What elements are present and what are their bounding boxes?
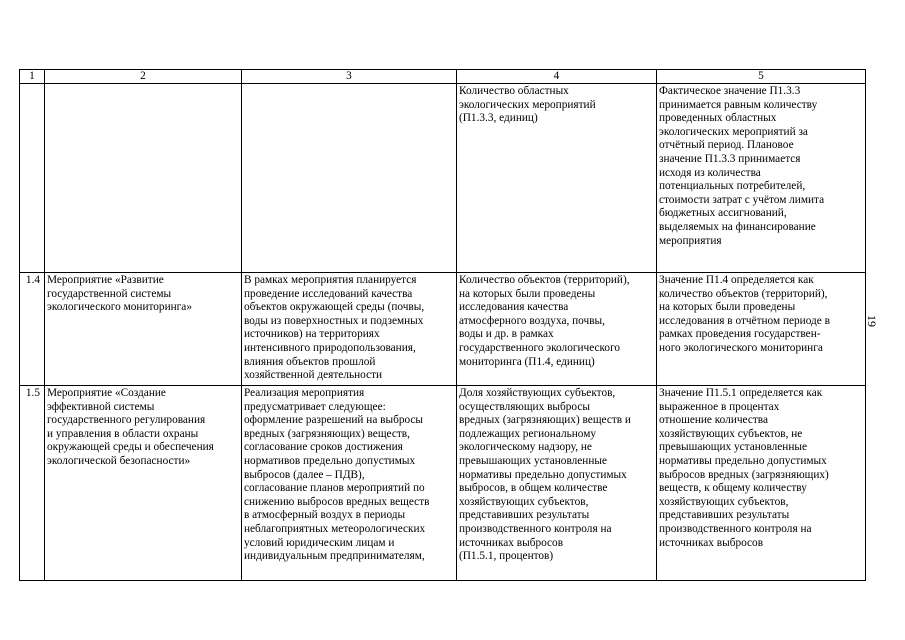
program-table xyxy=(19,69,866,581)
calculation-method: Значение П1.5.1 определяется как выраженное в процентах отношение количества хозяйствующих субъектов, не превышающих установленные нормативы предельно допустимых выбросов вредных (загрязняющих) веществ, к общему количеству хозяйствующих субъектов, представивших результаты производственного контроля на источниках выбросов xyxy=(657,386,866,581)
event-name: Мероприятие «Создание эффективной системы государственного регулирования и управления в области охраны окружающей среды и обеспечения экологической безопасности» xyxy=(45,386,242,581)
table-header-row xyxy=(20,70,866,84)
event-description: Реализация мероприятия предусматривает следующее: оформление разрешений на выбросы вредных (загрязняющих) веществ, согласование сроков достижения нормативов предельно допустимых выбросов (далее – ПДВ), согласование планов мероприятий по снижению выбросов вредных веществ в атмосферный воздух в периоды неблагоприятных метеорологических условий юридическим лицам и индивидуальным предпринимателям, xyxy=(242,386,457,581)
header-col-5: 5 xyxy=(657,70,866,84)
calculation-method: Значение П1.4 определяется как количество объектов (территорий), на которых были проведены исследования в отчётном периоде в рамках проведения государствен- ного экологического мониторинга xyxy=(657,273,866,386)
indicator-name: Доля хозяйствующих субъектов, осуществляющих выбросы вредных (загрязняющих) веществ и подлежащих региональному экологическому надзору, не превышающих установленные нормативы предельно допустимых выбросов, в общем количестве хозяйствующих субъектов, представивших результаты производственного контроля на источниках выбросов (П1.5.1, процентов) xyxy=(457,386,657,581)
table-row xyxy=(20,84,866,273)
row-number: 1.5 xyxy=(20,386,45,581)
event-name xyxy=(45,84,242,273)
header-col-4: 4 xyxy=(457,70,657,84)
calculation-method: Фактическое значение П1.3.3 принимается равным количеству проведенных областных экологических мероприятий за отчётный период. Плановое значение П1.3.3 принимается исходя из количества потенциальных потребителей, стоимости затрат с учётом лимита бюджетных ассигнований, выделяемых на финансирование мероприятия xyxy=(657,84,866,273)
indicator-name: Количество областных экологических мероприятий (П1.3.3, единиц) xyxy=(457,84,657,273)
event-description xyxy=(242,84,457,273)
row-number xyxy=(20,84,45,273)
indicator-name: Количество объектов (территорий), на которых были проведены исследования качества атмосферного воздуха, почвы, воды и др. в рамках государственного экологического мониторинга (П1.4, единиц) xyxy=(457,273,657,386)
event-description: В рамках мероприятия планируется проведение исследований качества объектов окружающей среды (почвы, воды из поверхностных и подземных источников) на территориях интенсивного природопользования, влияния объектов прошлой хозяйственной деятельности xyxy=(242,273,457,386)
page-number: 19 xyxy=(865,315,879,327)
header-col-2: 2 xyxy=(45,70,242,84)
header-col-3: 3 xyxy=(242,70,457,84)
event-name: Мероприятие «Развитие государственной системы экологического мониторинга» xyxy=(45,273,242,386)
header-col-1: 1 xyxy=(20,70,45,84)
table-row xyxy=(20,386,866,581)
row-number: 1.4 xyxy=(20,273,45,386)
table-row xyxy=(20,273,866,386)
